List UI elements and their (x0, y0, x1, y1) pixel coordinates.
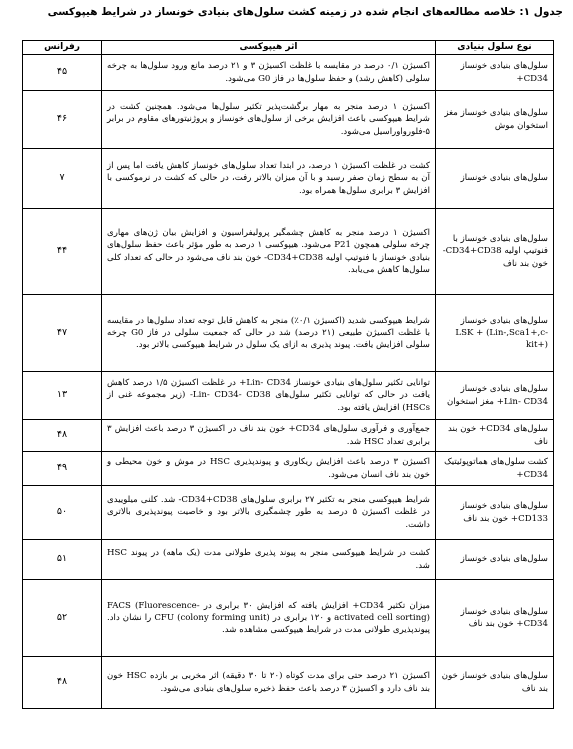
cell-hypoxia-effect: کشت در شرایط هیپوکسی منجر به پیوند پذیری طولانی مدت (یک ماهه) در پیوند HSC شد. (102, 540, 436, 580)
cell-reference: ۴۹ (23, 452, 102, 486)
table-row (23, 486, 554, 540)
cell-stem-cell-type: سلول‌های بنیادی خونساز CD133+ خون بند ناف (436, 486, 554, 540)
table-row (23, 209, 554, 295)
cell-hypoxia-effect: اکسیژن ۲۱ درصد حتی برای مدت کوتاه (۲۰ تا ۳۰ دقیقه) اثر مخربی بر بازده HSC خون بند ناف دارد و اکسیژن ۳ درصد باعث حفظ ذخیره سلول‌های بنیادی می‌شود. (102, 657, 436, 709)
cell-stem-cell-type: کشت سلول‌های هماتوپوئیتیک CD34+ (436, 452, 554, 486)
header-reference: رفرانس (23, 41, 102, 55)
cell-stem-cell-type: سلول‌های بنیادی خونساز (436, 540, 554, 580)
hypoxia-studies-table (22, 40, 554, 709)
cell-reference: ۴۶ (23, 91, 102, 149)
cell-stem-cell-type: سلول‌های بنیادی خونساز Lin- CD34+ مغز استخوان (436, 372, 554, 420)
cell-hypoxia-effect: میزان تکثیر CD34+ افزایش یافته که افزایش ۳۰ برابری در FACS (Fluorescence-activated cell sorting) و ۱۲۰ برابری در CFU (colony forming unit) را نشان داد. پیوندپذیری طولانی مدت در شرایط هیپوکسی مشاهده شد. (102, 580, 436, 657)
header-row (23, 41, 554, 55)
table-row (23, 91, 554, 149)
cell-stem-cell-type: سلول‌های CD34+ خون بند ناف (436, 420, 554, 452)
cell-hypoxia-effect: جمع‌آوری و فرآوری سلول‌های CD34+ خون بند ناف در اکسیژن ۳ درصد باعث افزایش ۳ برابری تعداد HSC شد. (102, 420, 436, 452)
table-row (23, 149, 554, 209)
cell-reference: ۵۰ (23, 486, 102, 540)
table-row (23, 295, 554, 372)
cell-reference: ۵۱ (23, 540, 102, 580)
cell-hypoxia-effect: اکسیژن ۱ درصد منجر به مهار برگشت‌پذیر تکثیر سلول‌ها می‌شود. همچنین کشت در شرایط هیپوکسی باعث افزایش برخی از سلول‌های خونساز و پروژنیتورهای مقاوم در برابر ۵-فلورواوراسیل می‌شود. (102, 91, 436, 149)
cell-reference: ۴۸ (23, 657, 102, 709)
cell-stem-cell-type: سلول‌های بنیادی خونساز CD34+ خون بند ناف (436, 580, 554, 657)
cell-hypoxia-effect: شرایط هیپوکسی منجر به تکثیر ۲۷ برابری سلول‌های CD34+CD38- شد. کلنی میلوییدی در غلظت اکسیژن ۵ درصد به طور چشمگیری بالاتر بود و خاصیت پیوندپذیری بالاتری داشت. (102, 486, 436, 540)
cell-hypoxia-effect: اکسیژن ۱ درصد منجر به کاهش چشمگیر پرولیفراسیون و افزایش بیان ژن‌های مهاری چرخه سلولی همچون P21 می‌شود. هیپوکسی ۱ درصد به طور مؤثر باعث حفظ سلول‌های بنیادی خونساز با فنوتیپ اولیه CD34+CD38- خون بند ناف می‌شود در حالی که تعداد کلی سلول‌ها کاهش می‌یابد. (102, 209, 436, 295)
cell-stem-cell-type: سلول‌های بنیادی خونساز (436, 149, 554, 209)
cell-hypoxia-effect: اکسیژن ۰/۱ درصد در مقایسه با غلظت اکسیژن ۳ و ۲۱ درصد مانع ورود سلول‌ها به چرخه سلولی (کاهش رشد) و حفظ سلول‌ها در فاز G0 می‌شود. (102, 55, 436, 91)
cell-reference: ۱۳ (23, 372, 102, 420)
table-row (23, 580, 554, 657)
cell-stem-cell-type: سلول‌های بنیادی خونساز خون بند ناف (436, 657, 554, 709)
cell-reference: ۷ (23, 149, 102, 209)
cell-stem-cell-type: سلول‌های بنیادی خونساز CD34+ (436, 55, 554, 91)
cell-reference: ۴۸ (23, 420, 102, 452)
cell-hypoxia-effect: توانایی تکثیر سلول‌های بنیادی خونساز Lin- CD34+ در غلظت اکسیژن ۱/۵ درصد کاهش یافت در حالی که توانایی تکثیر سلول‌های Lin- CD34- CD38- (زیر مجموعه غنی از HSCs) افزایش یافته بود. (102, 372, 436, 420)
cell-reference: ۵۲ (23, 580, 102, 657)
table-row (23, 452, 554, 486)
table-caption: جدول ۱: خلاصه مطالعه‌های انجام شده در زمینه کشت سلول‌های بنیادی خونساز در شرایط هیپوکسی (47, 6, 563, 18)
cell-stem-cell-type: سلول‌های بنیادی خونساز با فنوتیپ اولیه CD34+CD38- خون بند ناف (436, 209, 554, 295)
cell-hypoxia-effect: اکسیژن ۳ درصد باعث افزایش ریکاوری و پیوندپذیری HSC در موش و خون محیطی و خون بند ناف انسان می‌شود. (102, 452, 436, 486)
cell-stem-cell-type: سلول‌های بنیادی خونساز مغز استخوان موش (436, 91, 554, 149)
table-row (23, 420, 554, 452)
cell-stem-cell-type: سلول‌های بنیادی خونساز LSK + (Lin-,Sca1+,c-kit+) (436, 295, 554, 372)
cell-reference: ۴۷ (23, 295, 102, 372)
cell-reference: ۴۴ (23, 209, 102, 295)
table-row (23, 55, 554, 91)
header-hypoxia-effect: اثر هیپوکسی (102, 41, 436, 55)
cell-hypoxia-effect: کشت در غلظت اکسیژن ۱ درصد، در ابتدا تعداد سلول‌های خونساز کاهش یافت اما پس از آن به سطح زمان صفر رسید و با آن میزان بالاتر رفت، در حالی که کشت در نرموکسی با افزایش ۳ برابری سلول‌ها همراه بود. (102, 149, 436, 209)
table-row (23, 657, 554, 709)
table-row (23, 372, 554, 420)
cell-hypoxia-effect: شرایط هیپوکسی شدید (اکسیژن ۰/۱٪) منجر به کاهش قابل توجه تعداد سلول‌ها در مقایسه با غلظت اکسیژن طبیعی (۲۱ درصد) شد در حالی که جمعیت سلولی در فاز G0 چرخه سلولی افزایش یافت. پیوند پذیری به ازای یک سلول در شرایط هیپوکسی بالاتر بود. (102, 295, 436, 372)
header-stem-cell-type: نوع سلول بنیادی (436, 41, 554, 55)
table-row (23, 540, 554, 580)
cell-reference: ۴۵ (23, 55, 102, 91)
